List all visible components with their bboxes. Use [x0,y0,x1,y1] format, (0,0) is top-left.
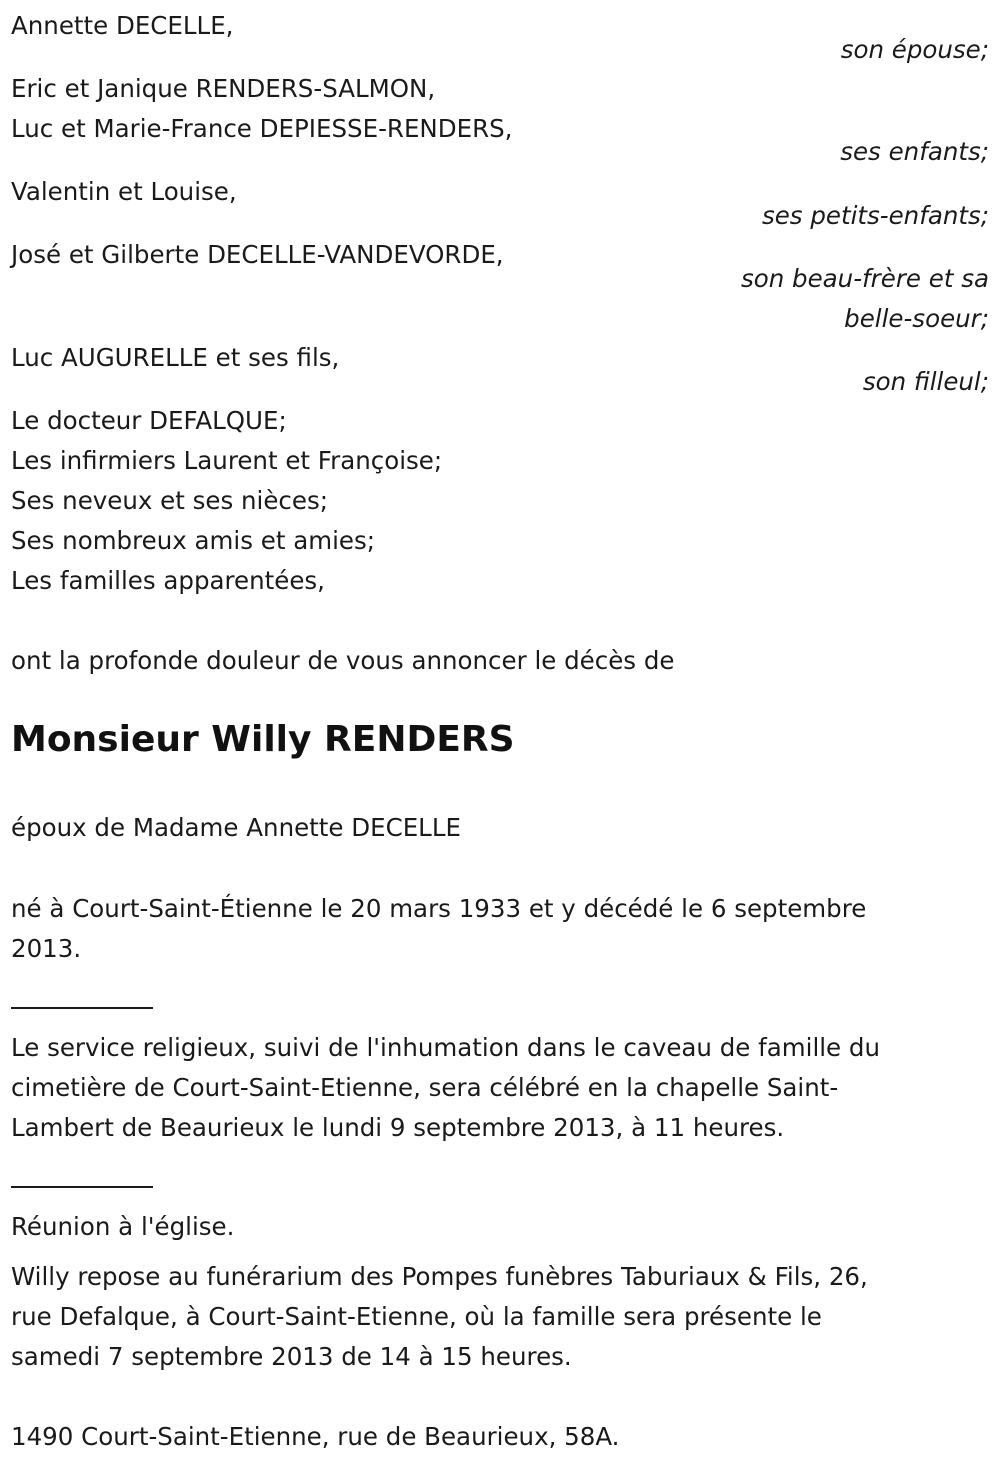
in-laws-names: José et Gilberte DECELLE-VANDEVORDE, [11,240,504,269]
service-line-1: Le service religieux, suivi de l'inhumation dans le caveau de famille du [11,1033,880,1062]
in-laws-role-line-2: belle-soeur; [844,304,989,333]
funeral-home-line-3: samedi 7 septembre 2013 de 14 à 15 heures. [11,1342,572,1371]
godson-names: Luc AUGURELLE et ses fils, [11,343,340,372]
other-mourner-5: Les familles apparentées, [11,566,325,595]
service-line-2: cimetière de Court-Saint-Etienne, sera célébré en la chapelle Saint- [11,1073,839,1102]
godson-role: son filleul; [862,367,989,396]
funeral-home-line-2: rue Defalque, à Court-Saint-Etienne, où la famille sera présente le [11,1302,822,1331]
meeting-text: Réunion à l'église. [11,1212,235,1241]
birth-death-line-1: né à Court-Saint-Étienne le 20 mars 1933 et y décédé le 6 septembre [11,894,867,923]
service-line-3: Lambert de Beaurieux le lundi 9 septembre 2013, à 11 heures. [11,1113,785,1142]
separator-rule-1 [11,1007,153,1009]
other-mourner-2: Les infirmiers Laurent et Françoise; [11,446,443,475]
children-role: ses enfants; [840,137,989,166]
separator-rule-2 [11,1186,153,1188]
spouse-name: Annette DECELLE, [11,11,234,40]
birth-death-line-2: 2013. [11,934,82,963]
grandchildren-role: ses petits-enfants; [761,201,989,230]
deceased-name: Monsieur Willy RENDERS [11,719,515,760]
other-mourner-1: Le docteur DEFALQUE; [11,406,287,435]
other-mourner-3: Ses neveux et ses nièces; [11,486,328,515]
spouse-of-text: époux de Madame Annette DECELLE [11,813,461,842]
in-laws-role-line-1: son beau-frère et sa [740,264,989,293]
spouse-role: son épouse; [840,35,989,64]
child-family-1: Eric et Janique RENDERS-SALMON, [11,74,436,103]
address-text: 1490 Court-Saint-Etienne, rue de Beaurieux, 58A. [11,1422,620,1451]
other-mourner-4: Ses nombreux amis et amies; [11,526,376,555]
child-family-2: Luc et Marie-France DEPIESSE-RENDERS, [11,114,513,143]
announcement-text: ont la profonde douleur de vous annoncer le décès de [11,646,675,675]
funeral-home-line-1: Willy repose au funérarium des Pompes funèbres Taburiaux & Fils, 26, [11,1262,868,1291]
grandchildren-names: Valentin et Louise, [11,177,237,206]
